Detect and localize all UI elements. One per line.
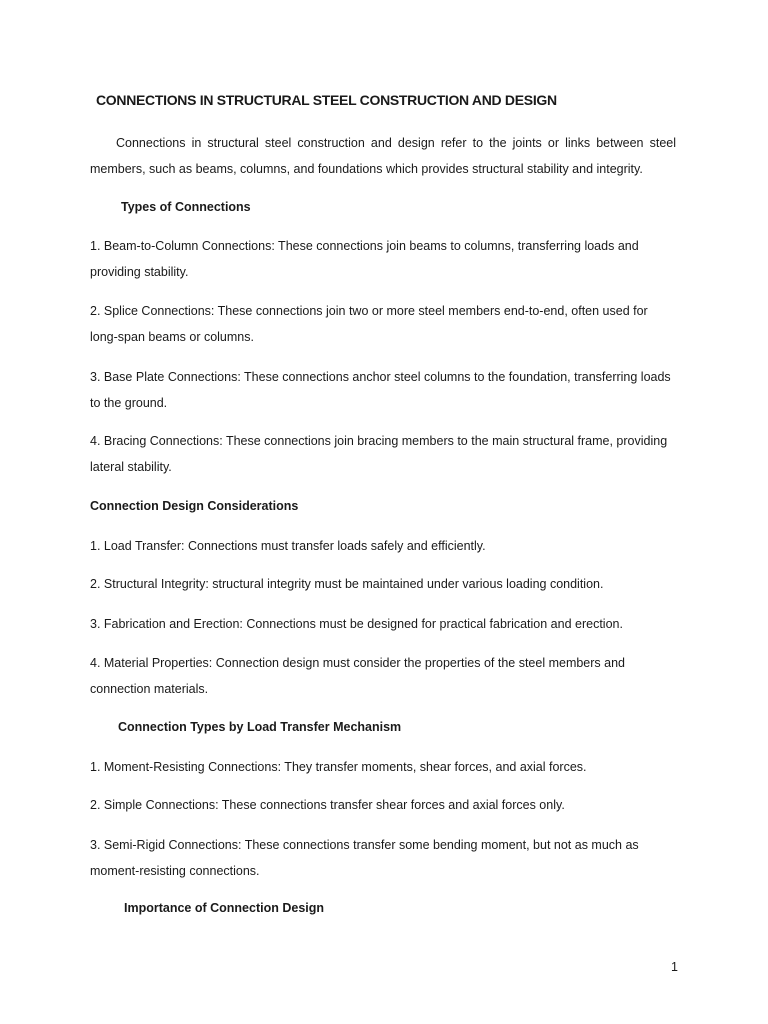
list-item: 4. Material Properties: Connection design must consider the properties of the steel members and connection materials. bbox=[90, 656, 625, 696]
list-item: 2. Splice Connections: These connections join two or more steel members end-to-end, often used for long-span beams or columns. bbox=[90, 304, 648, 344]
list-item: 4. Bracing Connections: These connections join bracing members to the main structural frame, providing lateral stability. bbox=[90, 434, 668, 474]
list-item: 1. Load Transfer: Connections must transfer loads safely and efficiently. bbox=[90, 539, 486, 553]
section-heading-importance: Importance of Connection Design bbox=[124, 901, 325, 915]
list-item: 1. Beam-to-Column Connections: These connections join beams to columns, transferring loads and providing stability. bbox=[90, 239, 639, 279]
list-item: 2. Simple Connections: These connections transfer shear forces and axial forces only. bbox=[90, 798, 565, 812]
page-number: 1 bbox=[671, 960, 678, 974]
section-heading-mechanism: Connection Types by Load Transfer Mechanism bbox=[118, 720, 402, 734]
document-title: CONNECTIONS IN STRUCTURAL STEEL CONSTRUCTION AND DESIGN bbox=[96, 92, 557, 108]
list-item: 3. Semi-Rigid Connections: These connections transfer some bending moment, but not as much as moment-resisting connections. bbox=[90, 838, 639, 878]
list-item: 2. Structural Integrity: structural integrity must be maintained under various loading condition. bbox=[90, 577, 604, 591]
list-item: 1. Moment-Resisting Connections: They transfer moments, shear forces, and axial forces. bbox=[90, 760, 587, 774]
intro-paragraph: Connections in structural steel construction and design refer to the joints or links between steel members, such as beams, columns, and foundations which provides structural stability and integrity. bbox=[90, 136, 676, 176]
list-item: 3. Fabrication and Erection: Connections must be designed for practical fabrication and erection. bbox=[90, 617, 623, 631]
section-heading-considerations: Connection Design Considerations bbox=[90, 499, 299, 513]
section-heading-types: Types of Connections bbox=[121, 200, 251, 214]
list-item: 3. Base Plate Connections: These connections anchor steel columns to the foundation, transferring loads to the ground. bbox=[90, 370, 671, 410]
